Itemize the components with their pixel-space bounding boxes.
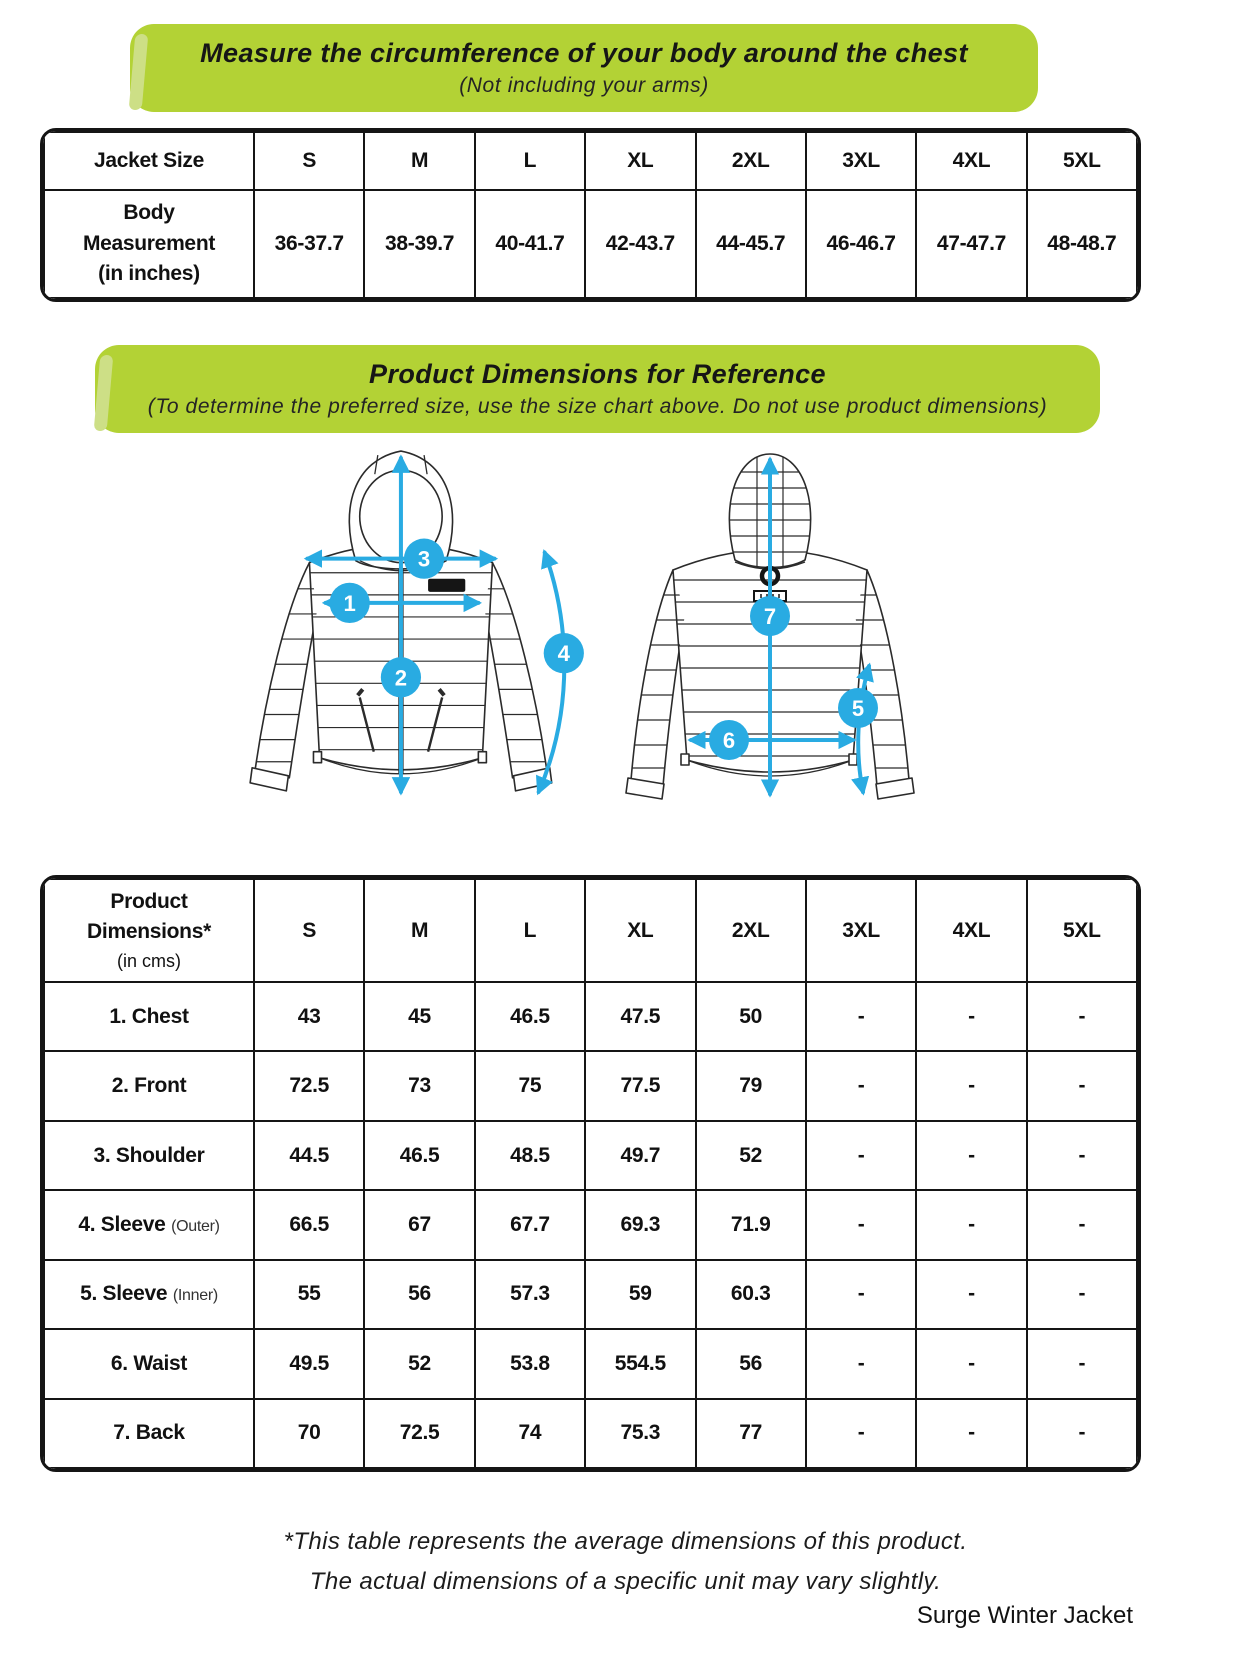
dim-cell: 74 [475, 1399, 585, 1468]
dim-cell: 75 [475, 1051, 585, 1120]
dim-cell: - [1027, 1190, 1137, 1259]
dim-cell: 43 [254, 982, 364, 1051]
dim-cell: 49.7 [585, 1121, 695, 1190]
dim-row-sleeve-inner [44, 1260, 1137, 1329]
dim-cell: - [916, 1329, 1026, 1398]
product-name: Surge Winter Jacket [916, 1602, 1133, 1629]
dim-cell: 56 [364, 1260, 474, 1329]
dim-cell: 53.8 [475, 1329, 585, 1398]
dim-cell: 60.3 [696, 1260, 806, 1329]
svg-text:5: 5 [851, 696, 865, 721]
dim-cell: 70 [254, 1399, 364, 1468]
dim-cell: 46.5 [364, 1121, 474, 1190]
dim-cell: - [806, 1051, 916, 1120]
footnote-line-2: The actual dimensions of a specific unit may vary slightly. [309, 1568, 942, 1595]
dim-cell: 73 [364, 1051, 474, 1120]
dim-table-header-row [44, 879, 1137, 982]
dim-cell: - [916, 1399, 1026, 1468]
body-measurement-row [44, 190, 1137, 298]
body-measurement-cell: 36-37.7 [254, 190, 364, 298]
product-dimensions-table [40, 875, 1141, 1472]
dim-row-label: 1. Chest [44, 982, 254, 1051]
dim-row-label: 6. Waist [44, 1329, 254, 1398]
dim-cell: 57.3 [475, 1260, 585, 1329]
marker-badge-4 [544, 633, 584, 673]
jacket-size-table [40, 128, 1141, 302]
dim-cell: 77 [696, 1399, 806, 1468]
dim-size-col-header: 2XL [696, 879, 806, 982]
size-col-header: 5XL [1027, 132, 1137, 190]
marker-badge-3 [404, 539, 444, 579]
size-col-header: L [475, 132, 585, 190]
size-table-corner-label: Jacket Size [44, 132, 254, 190]
dim-size-col-header: S [254, 879, 364, 982]
body-measurement-cell: 44-45.7 [696, 190, 806, 298]
dim-cell: 46.5 [475, 982, 585, 1051]
body-measurement-cell: 40-41.7 [475, 190, 585, 298]
front-left-sleeve [255, 563, 317, 778]
dim-size-col-header: XL [585, 879, 695, 982]
dim-size-col-header: 4XL [916, 879, 1026, 982]
dimensions-banner-title: Product Dimensions for Reference [369, 359, 826, 389]
dim-cell: - [1027, 1121, 1137, 1190]
dim-cell: 59 [585, 1260, 695, 1329]
dim-cell: - [1027, 982, 1137, 1051]
svg-text:4: 4 [557, 641, 570, 667]
dim-size-col-header: M [364, 879, 474, 982]
dim-cell: - [916, 1121, 1026, 1190]
dim-row-chest [44, 982, 1137, 1051]
front-jacket-diagram [237, 438, 589, 812]
marker-badge-1 [330, 583, 370, 623]
body-measurement-cell: 38-39.7 [364, 190, 474, 298]
size-col-header: 4XL [916, 132, 1026, 190]
dim-cell: - [806, 1190, 916, 1259]
dim-cell: 72.5 [254, 1051, 364, 1120]
dim-row-back [44, 1399, 1137, 1468]
svg-text:2: 2 [394, 665, 408, 691]
size-col-header: XL [585, 132, 695, 190]
dimensions-banner [95, 345, 1100, 433]
dim-row-sleeve-outer [44, 1190, 1137, 1259]
dim-row-front [44, 1051, 1137, 1120]
dim-cell: 66.5 [254, 1190, 364, 1259]
body-measurement-cell: 46-46.7 [806, 190, 916, 298]
dim-cell: 75.3 [585, 1399, 695, 1468]
dimensions-banner-subtitle: (To determine the preferred size, use the size chart above. Do not use product dimensions) [147, 395, 1048, 418]
dim-cell: - [806, 982, 916, 1051]
dim-cell: - [1027, 1329, 1137, 1398]
dim-size-col-header: 5XL [1027, 879, 1137, 982]
measure-banner-title: Measure the circumference of your body around the chest [200, 38, 968, 68]
dim-row-waist [44, 1329, 1137, 1398]
dim-cell: 79 [696, 1051, 806, 1120]
size-col-header: M [364, 132, 474, 190]
body-measurement-cell: 48-48.7 [1027, 190, 1137, 298]
body-measurement-label: Body Measurement (in inches) [44, 190, 254, 298]
marker-badge-6 [709, 720, 749, 760]
dim-cell: 48.5 [475, 1121, 585, 1190]
dim-cell: 69.3 [585, 1190, 695, 1259]
dim-cell: - [1027, 1260, 1137, 1329]
marker-badge-7 [750, 596, 790, 636]
dim-cell: 50 [696, 982, 806, 1051]
dim-cell: 44.5 [254, 1121, 364, 1190]
dim-cell: 55 [254, 1260, 364, 1329]
svg-text:6: 6 [722, 728, 736, 753]
front-right-sleeve [484, 563, 546, 778]
dim-size-col-header: L [475, 879, 585, 982]
back-jacket-diagram [606, 440, 958, 812]
svg-text:1: 1 [343, 590, 356, 616]
dim-row-label: 4. Sleeve (Outer) [44, 1190, 254, 1259]
svg-text:7: 7 [763, 604, 777, 629]
dim-row-shoulder [44, 1121, 1137, 1190]
dim-cell: - [1027, 1051, 1137, 1120]
dim-cell: - [916, 1260, 1026, 1329]
dim-cell: 52 [696, 1121, 806, 1190]
dim-cell: 56 [696, 1329, 806, 1398]
dim-cell: 45 [364, 982, 474, 1051]
dim-cell: 67.7 [475, 1190, 585, 1259]
svg-text:3: 3 [417, 546, 431, 572]
dim-cell: - [806, 1329, 916, 1398]
dim-cell: 47.5 [585, 982, 695, 1051]
measure-banner [130, 24, 1038, 112]
body-measurement-cell: 42-43.7 [585, 190, 695, 298]
dim-cell: - [916, 1051, 1026, 1120]
marker-badge-2 [381, 657, 421, 697]
dim-cell: 554.5 [585, 1329, 695, 1398]
marker-badge-5 [838, 688, 878, 728]
dim-row-label: 3. Shoulder [44, 1121, 254, 1190]
dim-cell: 49.5 [254, 1329, 364, 1398]
dim-cell: 77.5 [585, 1051, 695, 1120]
size-col-header: S [254, 132, 364, 190]
dim-cell: - [806, 1260, 916, 1329]
dim-table-corner-label: Product Dimensions* (in cms) [44, 879, 254, 982]
footnote [0, 1522, 1251, 1602]
dim-cell: - [806, 1399, 916, 1468]
dim-cell: 52 [364, 1329, 474, 1398]
size-table-header-row [44, 132, 1137, 190]
dim-size-col-header: 3XL [806, 879, 916, 982]
dim-row-label: 7. Back [44, 1399, 254, 1468]
dim-cell: 72.5 [364, 1399, 474, 1468]
dim-cell: - [1027, 1399, 1137, 1468]
dim-cell: 67 [364, 1190, 474, 1259]
dim-cell: - [916, 982, 1026, 1051]
size-col-header: 3XL [806, 132, 916, 190]
body-measurement-cell: 47-47.7 [916, 190, 1026, 298]
dim-cell: - [916, 1190, 1026, 1259]
dim-row-label: 5. Sleeve (Inner) [44, 1260, 254, 1329]
size-col-header: 2XL [696, 132, 806, 190]
dim-cell: 71.9 [696, 1190, 806, 1259]
measure-banner-subtitle: (Not including your arms) [459, 74, 709, 97]
footnote-line-1: *This table represents the average dimensions of this product. [283, 1528, 968, 1555]
dim-row-label: 2. Front [44, 1051, 254, 1120]
dim-cell: - [806, 1121, 916, 1190]
brand-chest-label [428, 579, 465, 592]
